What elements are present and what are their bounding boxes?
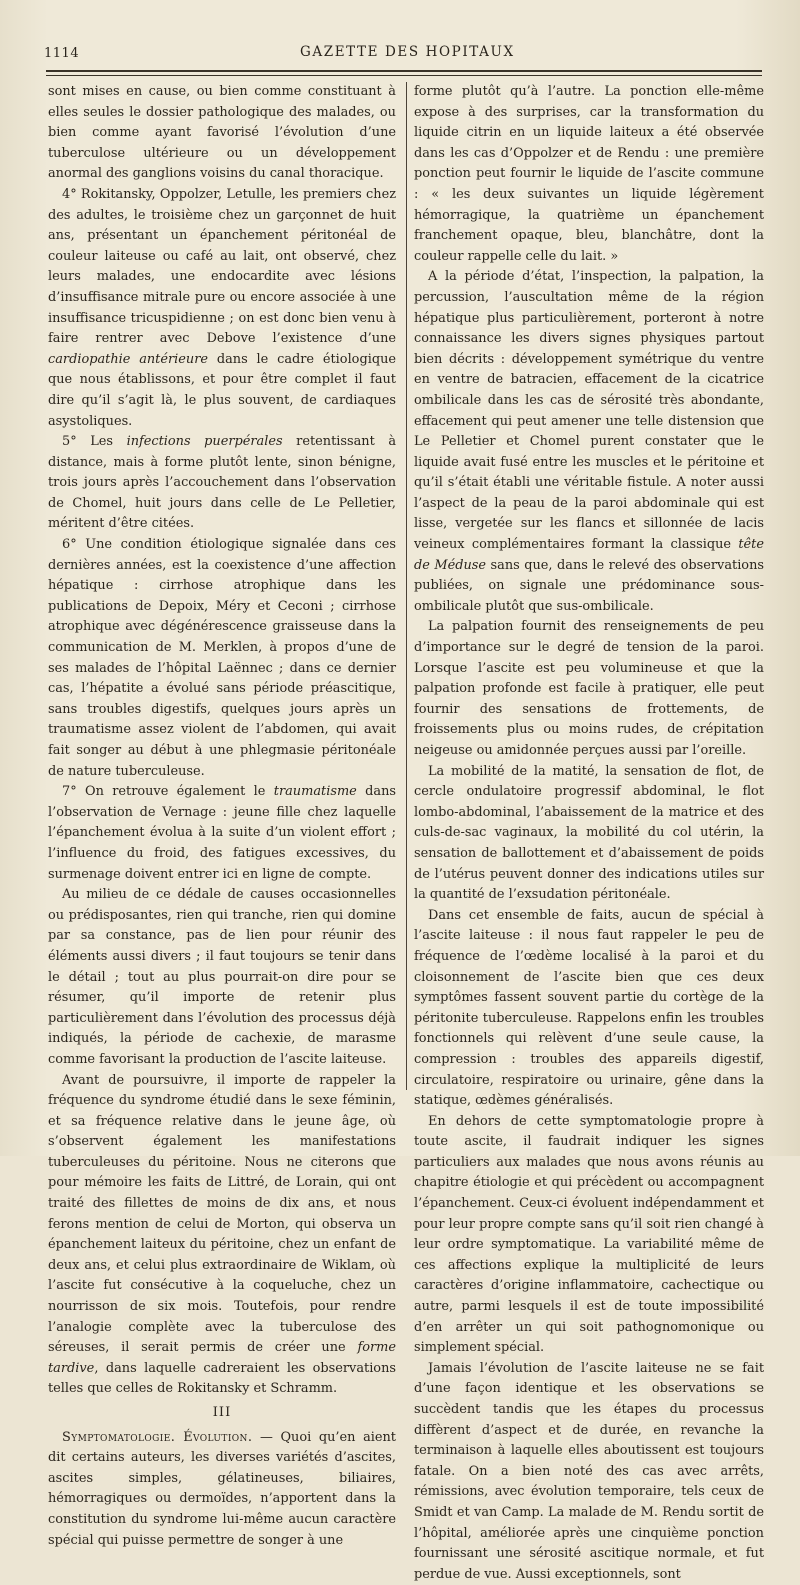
paragraph-text: sans que, dans le relevé des observations publiées, on signale une prédominance sous-ombilicale plutôt que sus-ombilicale.	[414, 557, 764, 614]
paragraph: Au milieu de ce dédale de causes occasionnelles ou prédisposantes, rien qui tranche, rien qui domine par sa constance, pas de lien pour réunir des éléments aussi divers ; il faut toujours se tenir dans le détail ; tout au plus pourrait-on dire pour se résumer, qu’il importe de retenir plus particulièrement dans l’évolution des processus déjà indiqués, la période de cachexie, de marasme comme favorisant la production de l’ascite laiteuse.	[48, 887, 396, 1067]
paragraph: La mobilité de la matité, la sensation de flot, de cercle ondulatoire progressif abdominal, le flot lombo-abdominal, l’abaissement de la matrice et des culs-de-sac vaginaux, la mobilité du col utérin, la sensation de ballottement et d’abaissement de poids de l’utérus peuvent donner des indications utiles sur la quantité de l’exsudation péritonéale.	[414, 763, 764, 903]
paragraph	[48, 185, 396, 432]
paragraph-text: 4° Rokitansky, Oppolzer, Letulle, les premiers chez des adultes, le troisième chez un garçonnet de huit ans, présentant un épanchement péritonéal de couleur laiteuse ou café au lait, ont observé, chez leurs malades, une endocardite avec lésions d’insuffisance mitrale pure ou encore associée à une insuffisance tricuspidienne ; on est donc bien venu à faire rentrer avec Debove l’existence d’une	[48, 186, 396, 347]
paragraph: En dehors de cette symptomatologie propre à toute ascite, il faudrait indiquer les signes particuliers aux malades que nous avons réunis au chapitre étiologie et qui précèdent ou accompagnent l’épanchement. Ceux-ci évoluent indépendamment et pour leur propre compte sans qu’il soit rien changé à leur ordre symptomatique. La variabilité même de ces affections explique la multiplicité de leurs caractères d’origine inflammatoire, cachectique ou autre, parmi lesquels il est de toute impossibilité d’en arrêter un qui soit pathognomonique ou simplement spécial.	[414, 1113, 764, 1356]
paragraph	[48, 1071, 396, 1401]
paragraph-text: A la période d’état, l’inspection, la palpation, la percussion, l’auscultation même de la région hépatique plus particulièrement, porteront à notre connaissance les divers signes physiques partout bien décrits : développement symétrique du ventre en ventre de batracien, effacement de la cicatrice ombilicale dans les cas de sérosité très abondante, effacement qui peut amener une telle distension que Le Pelletier et Chomel purent constater que le liquide avait fusé entre les muscles et le péritoine et qu’il s’était établi une véritable fistule. A noter aussi l’aspect de la peau de la paroi abdominale qui est lisse, vergetée sur les flancs et sillonnée de lacis veineux complémentaires formant la classique	[414, 269, 764, 553]
paragraph-text: — Quoi qu’en aient dit certains auteurs, les diverses variétés d’ascites, ascites simples, gélatineuses, biliaires, hémorragiques ou dermoïdes, n’apportent dans la constitution du syndrome lui-même aucun caractère spécial qui puisse permettre de songer à une	[48, 1429, 396, 1548]
italic-term: traumatisme	[273, 784, 357, 800]
paragraph-text: , dans laquelle cadreraient les observations telles que celles de Rokitansky et Schramm.	[48, 1360, 396, 1397]
running-title: GAZETTE DES HOPITAUX	[300, 44, 515, 60]
paragraph: Dans cet ensemble de faits, aucun de spécial à l’ascite laiteuse : il nous faut rappeler le peu de fréquence de l’œdème localisé à la paroi et du cloisonnement de l’ascite bien que ces deux symptômes fassent souvent partie du cortège de la péritonite tuberculeuse. Rappelons enfin les troubles fonctionnels qui relèvent d’une seule cause, la compression : troubles des appareils digestif, circulatoire, respiratoire ou urinaire, gêne dans la statique, œdèmes généralisés.	[414, 907, 764, 1109]
paragraph-text: dans l’observation de Vernage : jeune fille chez laquelle l’épanchement évolua à la suite d’un violent effort ; l’influence du froid, des fatigues excessives, du surmenage doivent entrer ici en ligne de compte.	[48, 784, 397, 882]
italic-term: infections puerpérales	[126, 434, 283, 450]
paragraph: Jamais l’évolution de l’ascite laiteuse ne se fait d’une façon identique et les observations se succèdent tandis que les étapes du processus diffèrent d’aspect et de durée, en revanche la terminaison à laquelle elles aboutissent est toujours fatale. On a bien noté des cas avec arrêts, rémissions, avec évolution temporaire, tels ceux de Smidt et van Camp. La malade de M. Rendu sortit de l’hôpital, améliorée après une cinquième ponction fournissant une sérosité ascitique normale, et fut perdue de vue. Aussi exceptionnels, sont	[414, 1360, 764, 1582]
section-heading: III	[212, 1405, 232, 1420]
right-column	[414, 82, 764, 1585]
paragraph: La palpation fournit des renseignements de peu d’importance sur le degré de tension de la paroi. Lorsque l’ascite est peu volumineuse et que la palpation profonde est facile à pratiquer, elle peut fournir des sensations de frottements, de froissements plus ou moins rudes, de crépitation neigeuse ou amidonnée perçues aussi par l’oreille.	[414, 619, 764, 758]
paragraph-text: Avant de poursuivre, il importe de rappeler la fréquence du syndrome étudié dans le sexe féminin, et sa fréquence relative dans le jeune âge, où s’observent également les manifestations tuberculeuses du péritoine. Nous ne citerons que pour mémoire les faits de Littré, de Lorain, qui ont traité des fillettes de moins de dix ans, et nous ferons mention de celui de Morton, qui observa un épanchement laiteux du péritoine, chez un enfant de deux ans, et celui plus extraordinaire de Wiklam, où l’ascite fut consécutive à la coqueluche, chez un nourrisson de six mois. Toutefois, pour rendre l’analogie complète avec la tuberculose des séreuses, il serait permis de créer une	[48, 1072, 396, 1356]
paragraph	[48, 782, 396, 885]
paragraph: forme plutôt qu’à l’autre. La ponction elle-même expose à des surprises, car la transformation du liquide citrin en un liquide laiteux a été observée dans les cas d’Oppolzer et de Rendu : une première ponction peut fournir le liquide de l’ascite commune : « les deux suivantes un liquide légèrement hémorragique, la quatrième un épanchement franchement opaque, bleu, blanchâtre, dont la couleur rappelle celle du lait. »	[414, 84, 764, 264]
italic-term: cardiopathie antérieure	[48, 351, 209, 367]
header-rule	[46, 70, 762, 72]
header-rule-thin	[46, 75, 762, 76]
left-column	[48, 82, 396, 1551]
paragraph	[48, 432, 396, 535]
paragraph-text: retentissant à distance, mais à forme plutôt lente, sinon bénigne, trois jours après l’accouchement dans l’observation de Chomel, huit jours dans celle de Le Pelletier, méritent d’être citées.	[48, 434, 397, 532]
paragraph: 6° Une condition étiologique signalée dans ces dernières années, est la coexistence d’une affection hépatique : cirrhose atrophique dans les publications de Depoix, Méry et Ceconi ; cirrhose atrophique avec dégénérescence graisseuse dans la communication de M. Merklen, à propos d’une de ses malades de l’hôpital Laënnec ; dans ce dernier cas, l’hépatite a évolué sans période préascitique, sans troubles digestifs, quelques jours après un traumatisme assez violent de l’abdomen, qui avait fait songer au début à une phlegmasie péritonéale de nature tuberculeuse.	[48, 537, 396, 779]
italic-term: forme tardive	[48, 1340, 396, 1376]
paragraph-text: 7° On retrouve également le	[62, 784, 274, 800]
paragraph-text: dans le cadre étiologique que nous établissons, et pour être complet il faut dire qu’il s’agit là, le plus souvent, de cardiaques asystoliques.	[48, 351, 397, 429]
paragraph: sont mises en cause, ou bien comme constituant à elles seules le dossier pathologique des malades, ou bien comme ayant favorisé l’évolution d’une tuberculose ultérieure ou un développement anormal des ganglions voisins du canal thoracique.	[48, 84, 396, 182]
column-divider	[406, 82, 407, 1090]
paragraph	[414, 267, 764, 617]
italic-term: tête de Méduse	[414, 537, 764, 573]
page-number: 1114	[44, 46, 80, 61]
section-title: Symptomatologie. Évolution.	[62, 1429, 253, 1445]
paragraph	[48, 1428, 396, 1552]
paragraph-text: 5° Les	[62, 434, 127, 450]
